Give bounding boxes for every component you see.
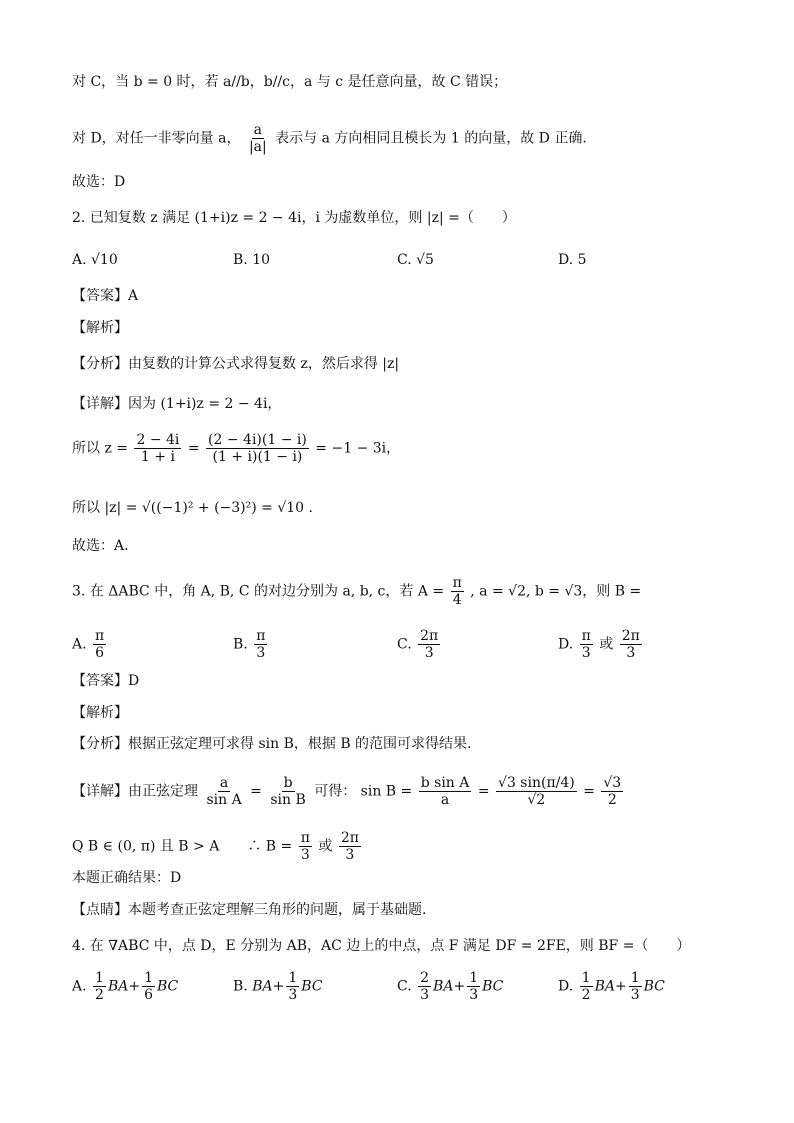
q3-range-or: 或 [318,838,333,855]
q2-analysis: 【解析】 [72,320,128,336]
fraction-denominator: sin B [270,792,306,808]
coef-fraction-1 [418,970,431,1003]
fraction-denominator: 3 [420,987,430,1003]
fraction-denominator: 3 [300,847,310,863]
q4-option-b [233,970,323,1003]
fraction-denominator: sin A [206,792,242,808]
q2-detail: 【详解】因为 (1+i)z = 2 − 4i， [72,396,282,412]
fraction-denominator: |a| [248,139,267,155]
q3-detail-mid: 可得： sin B = [314,783,413,800]
q3-detail-fraction-1 [204,775,243,808]
vector-ba: BA [252,978,273,995]
fraction-numerator: 1 [630,970,640,986]
vector-ba: BA [594,978,615,995]
option-label: B. [233,636,248,653]
coef-fraction-2 [467,970,480,1003]
option-or: 或 [599,636,614,653]
fraction-numerator: 2π [621,628,640,644]
select-answer-1: 故选：D [72,174,126,190]
fraction-numerator: b [283,775,293,791]
coef-fraction-2 [286,970,299,1003]
q3-fenxi: 【分析】根据正弦定理可求得 sin B，根据 B 的范围可求得结果. [72,736,472,752]
equals-sign: = [187,440,200,457]
q2-step2: 所以 |z| = √((−1)² + (−3)²) = √10 . [72,500,313,516]
fraction-denominator: 6 [95,645,105,661]
q3-range [72,830,363,863]
fraction-denominator: 3 [626,645,636,661]
plus-sign: + [128,978,141,995]
unit-vector-fraction [247,122,269,155]
fraction-numerator: π [95,628,105,644]
vector-bc: BC [157,978,179,995]
vector-ba: BA [107,978,129,995]
option-label: D. [558,978,574,995]
fraction-numerator: 1 [581,970,591,986]
vector-bc: BC [301,978,323,995]
q3-range-fraction-2 [339,830,361,863]
q3-detail-fraction-2 [268,775,307,808]
q3-detail-fraction-3 [419,775,472,808]
q3-detail [72,775,625,808]
option-label: A. [72,636,87,653]
fraction-denominator: 2 [607,792,617,808]
fraction-denominator: (1 + i)(1 − i) [212,449,303,465]
q2-step1-fraction-1 [134,432,181,465]
q3-result: 本题正确结果：D [72,870,182,886]
d-case-pre: 对 D，对任一非零向量 a， [72,130,241,147]
q3-option-a [72,628,108,661]
q4-stem: 4. 在 ∇ABC 中，点 D，E 分别为 AB，AC 边上的中点，点 F 满足 DF = 2FE，则 BF =（ ） [72,938,691,954]
q2-step1-pre: 所以 z = [72,440,129,457]
vector-bc: BC [482,978,504,995]
fraction-numerator: π [256,628,266,644]
plus-sign: + [453,978,466,995]
q2-option-b: B. 10 [233,252,271,268]
q3-answer: 【答案】D [72,673,140,689]
d-case-post: 表示与 a 方向相同且模长为 1 的向量，故 D 正确. [275,130,587,147]
plus-sign: + [272,978,285,995]
equals-sign: = [477,783,490,800]
q2-stem: 2. 已知复数 z 满足 (1+i)z = 2 − 4i，i 为虚数单位，则 |z| =（ ） [72,210,516,226]
option-label: C. [397,636,412,653]
option-fraction [254,628,267,661]
fraction-denominator: a [440,792,450,808]
plus-sign: + [614,978,627,995]
d-case-line [72,122,587,155]
vector-ba: BA [433,978,454,995]
option-fraction [580,628,593,661]
q2-option-c: C. √5 [397,252,434,268]
fraction-denominator: 3 [345,847,355,863]
option-fraction [93,628,106,661]
fraction-numerator: 1 [469,970,479,986]
q2-step1-fraction-2 [206,432,309,465]
fraction-numerator: π [452,575,462,591]
q3-comment: 【点睛】本题考查正弦定理解三角形的问题，属于基础题. [72,902,427,918]
q2-option-a: A. √10 [72,252,118,268]
fraction-numerator: π [300,830,310,846]
option-label: D. [558,636,574,653]
q3-stem-pre: 3. 在 ΔABC 中，角 A, B, C 的对边分别为 a, b, c，若 A = [72,583,445,600]
fraction-numerator: 2π [340,830,359,846]
option-label: A. [72,978,87,995]
q3-stem [72,575,641,608]
fraction-denominator: 3 [630,987,640,1003]
fraction-denominator: 2 [581,987,591,1003]
fraction-denominator: 4 [452,592,462,608]
q4-option-c [397,970,503,1003]
fraction-numerator: 1 [95,970,104,986]
q2-step1 [72,432,400,465]
fraction-numerator: (2 − 4i)(1 − i) [208,432,307,448]
fraction-numerator: 2 − 4i [136,432,180,448]
fraction-denominator: 3 [424,645,434,661]
q2-step1-post: = −1 − 3i， [315,440,401,457]
fraction-denominator: √2 [527,792,546,808]
q2-answer: 【答案】A [72,288,139,304]
q3-detail-fraction-4 [496,775,577,808]
fraction-denominator: 1 + i [140,449,175,465]
fraction-numerator: 2 [420,970,430,986]
fraction-numerator: π [581,628,591,644]
fraction-denominator: 3 [581,645,591,661]
q3-option-b [233,628,269,661]
fraction-denominator: 2 [95,987,104,1003]
fraction-denominator: 3 [288,987,298,1003]
fraction-numerator: a [253,122,262,138]
fraction-numerator: √3 sin(π/4) [498,775,575,791]
q3-stem-post: , a = √2, b = √3，则 B = [470,583,642,600]
fraction-numerator: 1 [144,970,153,986]
fraction-denominator: 3 [469,987,479,1003]
q2-option-d: D. 5 [558,252,587,268]
option-label: C. [397,978,412,995]
fraction-numerator: a [219,775,229,791]
equals-sign: = [250,783,262,800]
q4-option-d [558,970,665,1003]
coef-fraction-2 [142,970,155,1003]
option-label: B. [233,978,248,995]
c-case-line: 对 C，当 b = 0 时，若 a//b，b//c，a 与 c 是任意向量，故 C 错误； [72,74,508,90]
q3-detail-pre: 【详解】由正弦定理 [72,783,198,800]
q3-analysis: 【解析】 [72,705,128,721]
fraction-numerator: 1 [288,970,298,986]
q3-range-fraction-1 [299,830,312,863]
q3-detail-fraction-5 [601,775,623,808]
vector-bc: BC [643,978,665,995]
coef-fraction-1 [93,970,106,1003]
q2-select: 故选：A. [72,538,129,554]
coef-fraction-1 [580,970,593,1003]
fraction-numerator: b sin A [420,775,470,791]
fraction-denominator: 3 [256,645,266,661]
q4-option-a [72,970,178,1003]
option-fraction-2 [620,628,642,661]
coef-fraction-2 [629,970,642,1003]
equals-sign: = [583,783,595,800]
q3-option-d [558,628,644,661]
q3-stem-fraction [451,575,464,608]
q3-range-pre: Q B ∈ (0, π) 且 B > A ∴ B = [72,838,293,855]
fraction-numerator: √3 [603,775,622,791]
fraction-denominator: 6 [144,987,153,1003]
fraction-numerator: 2π [420,628,439,644]
q2-fenxi: 【分析】由复数的计算公式求得复数 z，然后求得 |z| [72,356,400,372]
option-fraction [418,628,440,661]
q3-option-c [397,628,442,661]
